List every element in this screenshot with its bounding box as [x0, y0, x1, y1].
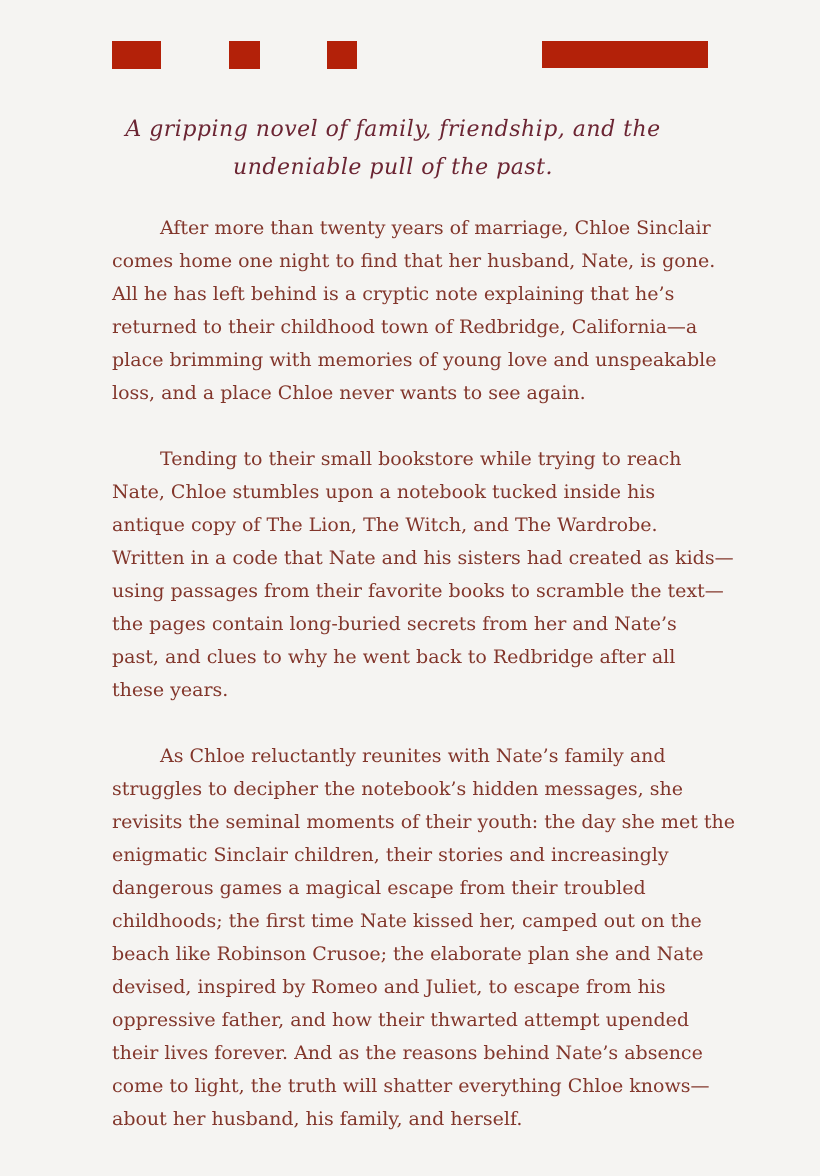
synopsis-line: antique copy of The Lion, The Witch, and The Wardrobe.: [112, 514, 658, 536]
synopsis-line: come to light, the truth will shatter everything Chloe knows—: [112, 1075, 710, 1097]
synopsis-line: Tending to their small bookstore while trying to reach: [160, 448, 682, 470]
synopsis-paragraph: [112, 443, 762, 707]
synopsis-line: place brimming with memories of young love and unspeakable: [112, 349, 717, 371]
synopsis-line: these years.: [112, 679, 229, 701]
synopsis-line: enigmatic Sinclair children, their stories and increasingly: [112, 844, 669, 866]
synopsis-line: After more than twenty years of marriage, Chloe Sinclair: [160, 217, 711, 239]
synopsis-line: Written in a code that Nate and his sisters had created as kids—: [112, 547, 734, 569]
synopsis-line: Nate, Chloe stumbles upon a notebook tucked inside his: [112, 481, 656, 503]
synopsis-line: the pages contain long-buried secrets from her and Nate’s: [112, 613, 677, 635]
tagline-line-1: A gripping novel of family, friendship, and the: [125, 117, 661, 142]
synopsis-line: All he has left behind is a cryptic note explaining that he’s: [112, 283, 675, 305]
synopsis-line: comes home one night to find that her husband, Nate, is gone.: [112, 250, 716, 272]
red-block-4: [542, 41, 708, 68]
synopsis-line: revisits the seminal moments of their youth: the day she met the: [112, 811, 735, 833]
red-block-2: [229, 41, 260, 69]
synopsis-line: As Chloe reluctantly reunites with Nate’s family and: [160, 745, 666, 767]
synopsis-line: beach like Robinson Crusoe; the elaborate plan she and Nate: [112, 943, 704, 965]
synopsis-line: about her husband, his family, and herself.: [112, 1108, 523, 1130]
decorative-blocks: [0, 0, 820, 80]
red-block-1: [112, 41, 161, 69]
synopsis-line: loss, and a place Chloe never wants to see again.: [112, 382, 586, 404]
synopsis-paragraph: [112, 212, 762, 410]
synopsis-line: childhoods; the first time Nate kissed her, camped out on the: [112, 910, 702, 932]
synopsis-line: their lives forever. And as the reasons behind Nate’s absence: [112, 1042, 703, 1064]
synopsis-line: devised, inspired by Romeo and Juliet, to escape from his: [112, 976, 666, 998]
tagline: [0, 111, 786, 187]
synopsis-paragraph: [112, 740, 762, 1136]
synopsis-line: dangerous games a magical escape from their troubled: [112, 877, 646, 899]
synopsis-line: struggles to decipher the notebook’s hidden messages, she: [112, 778, 683, 800]
tagline-line-2: undeniable pull of the past.: [233, 155, 553, 180]
synopsis-line: using passages from their favorite books to scramble the text—: [112, 580, 724, 602]
red-block-3: [327, 41, 357, 69]
synopsis-line: oppressive father, and how their thwarted attempt upended: [112, 1009, 690, 1031]
synopsis-line: returned to their childhood town of Redbridge, California—a: [112, 316, 698, 338]
synopsis-line: past, and clues to why he went back to Redbridge after all: [112, 646, 676, 668]
synopsis: [112, 212, 762, 1169]
